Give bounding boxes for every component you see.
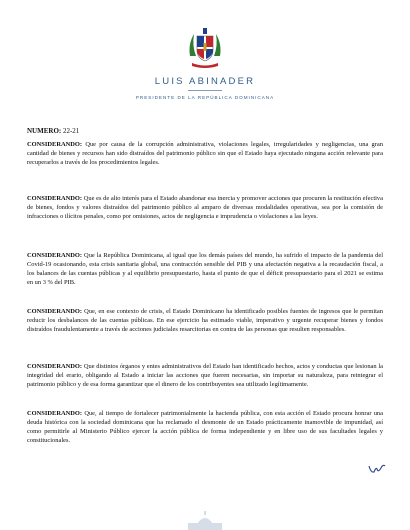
decree-number-label: NUMERO: <box>27 127 62 135</box>
paragraph-text: Que, en ese contexto de crisis, el Estado Dominicano ha identificado posibles fuentes de ingresos que le permitan reducir los desbalances de las cuentas públicas. En ese ejercicio ha estimado viable, imperativo y urgente recuperar bienes y fondos distraídos fraudulentamente a través de acciones judiciales resarcitorias en contra de las personas que resulten responsables. <box>27 308 383 333</box>
paragraph-lead: CONSIDERANDO: <box>27 195 83 202</box>
paragraph <box>27 308 383 335</box>
initials-signature <box>368 463 386 475</box>
paragraph-lead: CONSIDERANDO: <box>27 252 83 259</box>
coat-of-arms-icon <box>184 26 226 70</box>
header-subtitle: PRESIDENTE DE LA REPÚBLICA DOMINICANA <box>135 95 275 100</box>
paragraph <box>27 195 383 222</box>
paragraph-lead: CONSIDERANDO: <box>27 141 83 148</box>
paragraph-text: Que, al tiempo de fortalecer patrimonialmente la hacienda pública, con esta acción el Estado procura honrar una deuda histórica con la sociedad dominicana que ha reclamado el desmonte de un Estado prácticamente inamovible de impunidad, así como permitirle al Ministerio Público ejercer la acción pública de forma independiente y en libre uso de sus facultades legales y constitucionales. <box>27 410 383 444</box>
decree-number <box>27 127 79 135</box>
header-divider <box>188 90 222 91</box>
paragraph <box>27 141 383 168</box>
paragraph-text: Que es de alto interés para el Estado abandonar esa inercia y promover acciones que procuren la restitución efectiva de bienes, fondos y valores distraídos del patrimonio público al amparo de diversas modalidades operativas, sea por la comisión de infracciones o ilícitos penales, como por omisiones, actos de negligencia e imprudencia o violaciones a las leyes. <box>27 195 383 220</box>
paragraph-lead: CONSIDERANDO: <box>27 308 83 315</box>
paragraph <box>27 252 383 288</box>
paragraph <box>27 363 383 390</box>
paragraph-text: Que la República Dominicana, al igual que los demás países del mundo, ha sufrido el impacto de la pandemia del Covid-19 ocasionando, esta crisis sanitaria global, una contracción sensible del PIB y una afectación negativa a la recaudación fiscal, a los balances de las cuentas públicas y al equilibrio presupuestario, hasta el punto de que el déficit presupuestario para el 2021 se estima en un 3 % del PIB. <box>27 252 383 286</box>
paragraph-text: Que por causa de la corrupción administrativa, violaciones legales, irregularidades y negligencias, una gran cantidad de bienes y recursos han sido distraídos del patrimonio público sin que el Estado haya ejecutado ninguna acción relevante para recuperarlos a través de los procedimientos legales. <box>27 141 383 166</box>
decree-number-value: 22-21 <box>62 127 80 135</box>
header-name: LUIS ABINADER <box>154 76 256 87</box>
paragraph <box>27 410 383 446</box>
paragraph-text: Que distintos órganos y entes administrativos del Estado han identificado hechos, actos y conductas que lesionan la integridad del erario, obligando al Estado a iniciar las acciones que fueren necesarias, sin importar su naturaleza, para reintegrar el patrimonio público y de esa forma garantizar que el dinero de los contribuyentes sea utilizado legítimamente. <box>27 363 383 388</box>
paragraph-lead: CONSIDERANDO: <box>27 410 83 417</box>
palace-watermark-icon <box>180 510 230 530</box>
paragraph-lead: CONSIDERANDO: <box>27 363 83 370</box>
